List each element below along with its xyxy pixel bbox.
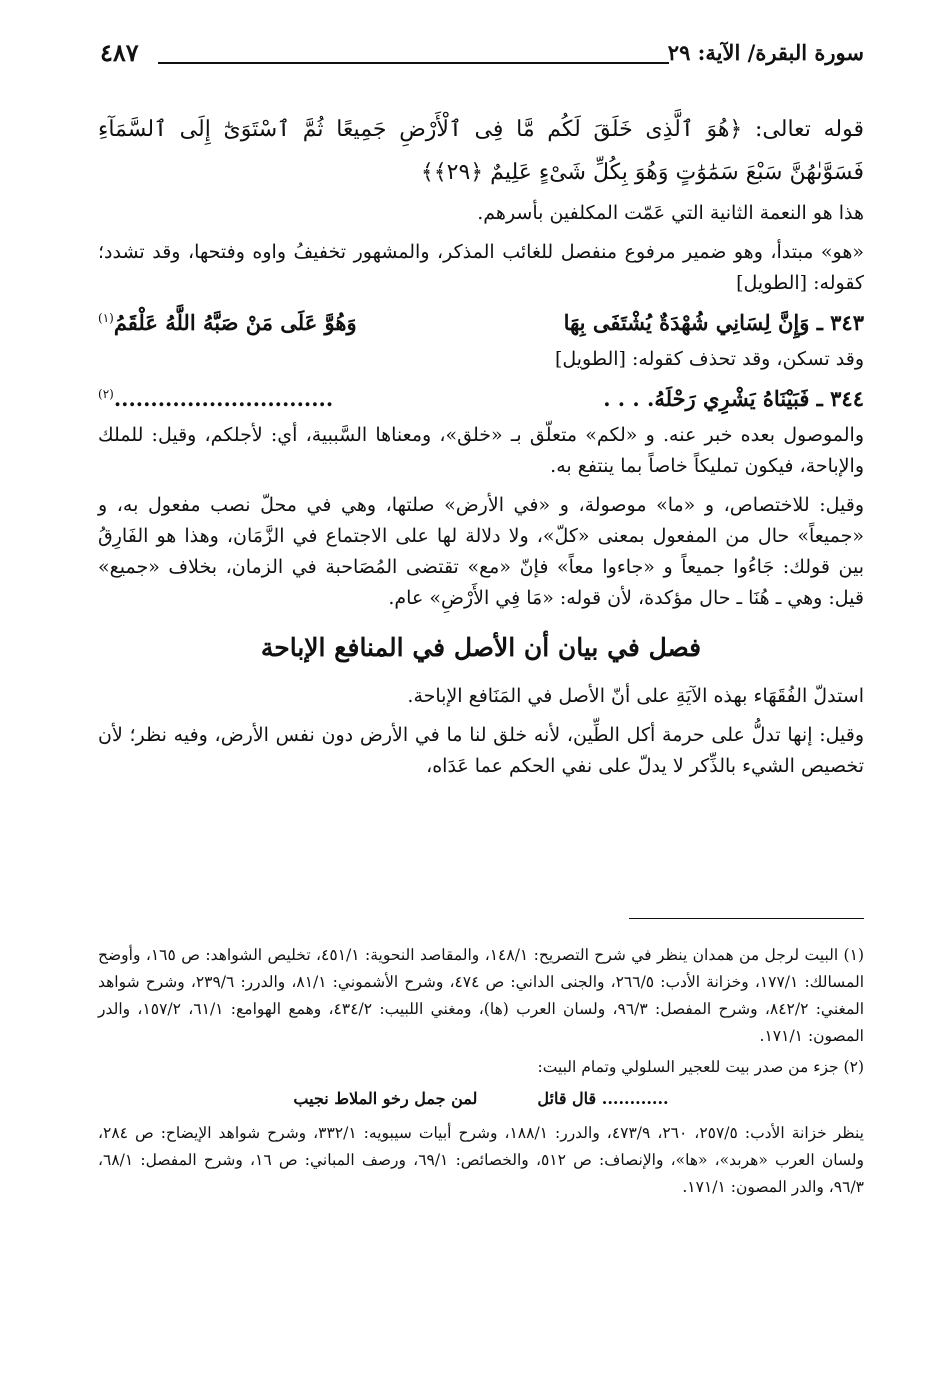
verse-second-hemistich: .............................. xyxy=(113,386,334,411)
paragraph: «هو» مبتدأ، وهو ضمير مرفوع منفصل للغائب المذكر، والمشهور تخفيفُ واوه وفتحها، وقد تشدد؛ كقوله: [الطويل] xyxy=(98,241,864,294)
footnote-2-references: ينظر خزانة الأدب: ٢٥٧/٥، ٢٦٠، ٤٧٣/٩، والدرر: ١٨٨/١، وشرح أبيات سيبويه: ٣٣٢/١، وشرح شواهد الإيضاح: ص ٢٨٤، ولسان العرب «هربد»، «ها»، والإنصاف: ص ٥١٢، والخصائص: ٦٩/١، ورصف المباني: ص ١٦، وشرح المفصل: ٦٨/١، ٩٦/٣، والدر المصون: ١٧١/١. xyxy=(98,1124,864,1196)
verse-first-hemistich: ٣٤٣ ـ وَإِنَّ لِسَانِي شُهْدَةٌ يُشْتَفَى بِهَا xyxy=(563,310,864,335)
section-heading: فصل في بيان أن الأصل في المنافع الإباحة xyxy=(260,633,702,662)
paragraph: والموصول بعده خبر عنه. و «لكم» متعلّق بـ «خلق»، ومعناها السَّببية، أي: لأجلكم، وقيل: للملك والإباحة، فيكون تمليكاً خاصاً بما ينتفع به. xyxy=(98,424,864,477)
verse-first-hemistich: ٣٤٤ ـ فَبَيْنَاهُ يَشْرِي رَحْلَهُ. . . . xyxy=(603,386,864,411)
main-text xyxy=(98,108,864,790)
footnote-2: (٢) جزء من صدر بيت للعجير السلولي وتمام البيت: xyxy=(537,1058,864,1076)
footnote-marker: (٢) xyxy=(98,387,114,401)
paragraph: وقد تسكن، وقد تحذف كقوله: [الطويل] xyxy=(554,348,864,370)
footnote-verse-first: ............ قال قائل xyxy=(537,1089,669,1108)
quran-verse: قوله تعالى: ﴿هُوَ ٱلَّذِى خَلَقَ لَكُم مَّا فِى ٱلْأَرْضِ جَمِيعًا ثُمَّ ٱسْتَوَىٰٓ إِلَى ٱلسَّمَآءِ فَسَوَّىٰهُنَّ سَبْعَ سَمَٰوَٰتٍ وَهُوَ بِكُلِّ شَىْءٍ عَلِيمٌ ﴿٢٩﴾﴾ xyxy=(98,117,864,185)
footnote-1: (١) البيت لرجل من همدان ينظر في شرح التصريح: ١٤٨/١، والمقاصد النحوية: ٤٥١/١، تخليص الشواهد: ص ١٦٥، وأوضح المسالك: ١٧٧/١، وخزانة الأدب: ٢٦٦/٥، والجنى الداني: ص ٤٧٤، وشرح الأشموني: ٨١/١، والدرر: ٢٣٩/٦، وشرح شواهد المغني: ٨٤٢/٢، وشرح المفصل: ٩٦/٣، ولسان العرب (ها)، ومغني اللبيب: ٤٣٤/٢، وهمع الهوامع: ٦١/١، ١٥٧/٢، والدر المصون: ١٧١/١. xyxy=(98,946,864,1045)
poetry-verse-344 xyxy=(98,379,864,414)
page-number: ٤٨٧ xyxy=(100,38,139,67)
paragraph: وقيل: إنها تدلُّ على حرمة أكل الطِّين، لأنه خلق لنا ما في الأرض دون نفس الأرض، وفيه نظر؛ لأن تخصيص الشيء بالذِّكر لا يدلّ على نفي الحكم عما عَدَاه، xyxy=(98,724,864,777)
footnote-marker: (١) xyxy=(98,311,114,325)
page-header xyxy=(100,38,864,74)
footnote-verse xyxy=(98,1085,864,1112)
paragraph: هذا هو النعمة الثانية التي عَمّت المكلفين بأسرهم. xyxy=(477,202,864,224)
footnote-rule xyxy=(629,918,864,919)
verse-second-hemistich: وَهُوَّ عَلَى مَنْ صَبَّهُ اللَّهُ عَلْقَمُ xyxy=(113,310,357,335)
running-title: سورة البقرة/ الآية: ٢٩ xyxy=(667,40,864,65)
footnote-verse-second: لمن جمل رخو الملاط نجيب xyxy=(293,1089,478,1108)
header-rule xyxy=(158,62,669,64)
paragraph: وقيل: للاختصاص، و «ما» موصولة، و «في الأرض» صلتها، وهي في محلّ نصب مفعول به، و «جميعاً» حال من المفعول بمعنى «كلّ»، ولا دلالة لها على الاجتماع في الزَّمَان، وهذا هو الفَارِقُ بين قولك: جَاءُوا جميعاً و «جاءوا معاً» فإنّ «مع» تقتضى المُصَاحبة في الزمان، بخلاف «جميع» قيل: وهي ـ هُنَا ـ حال مؤكدة، لأن قوله: «مَا فِي الأَرْضِ» عام. xyxy=(98,494,864,609)
poetry-verse-343 xyxy=(98,303,864,338)
paragraph: استدلّ الفُقَهَاء بهذه الآيَةِ على أنّ الأصل في المَنَافع الإباحة. xyxy=(407,685,864,707)
